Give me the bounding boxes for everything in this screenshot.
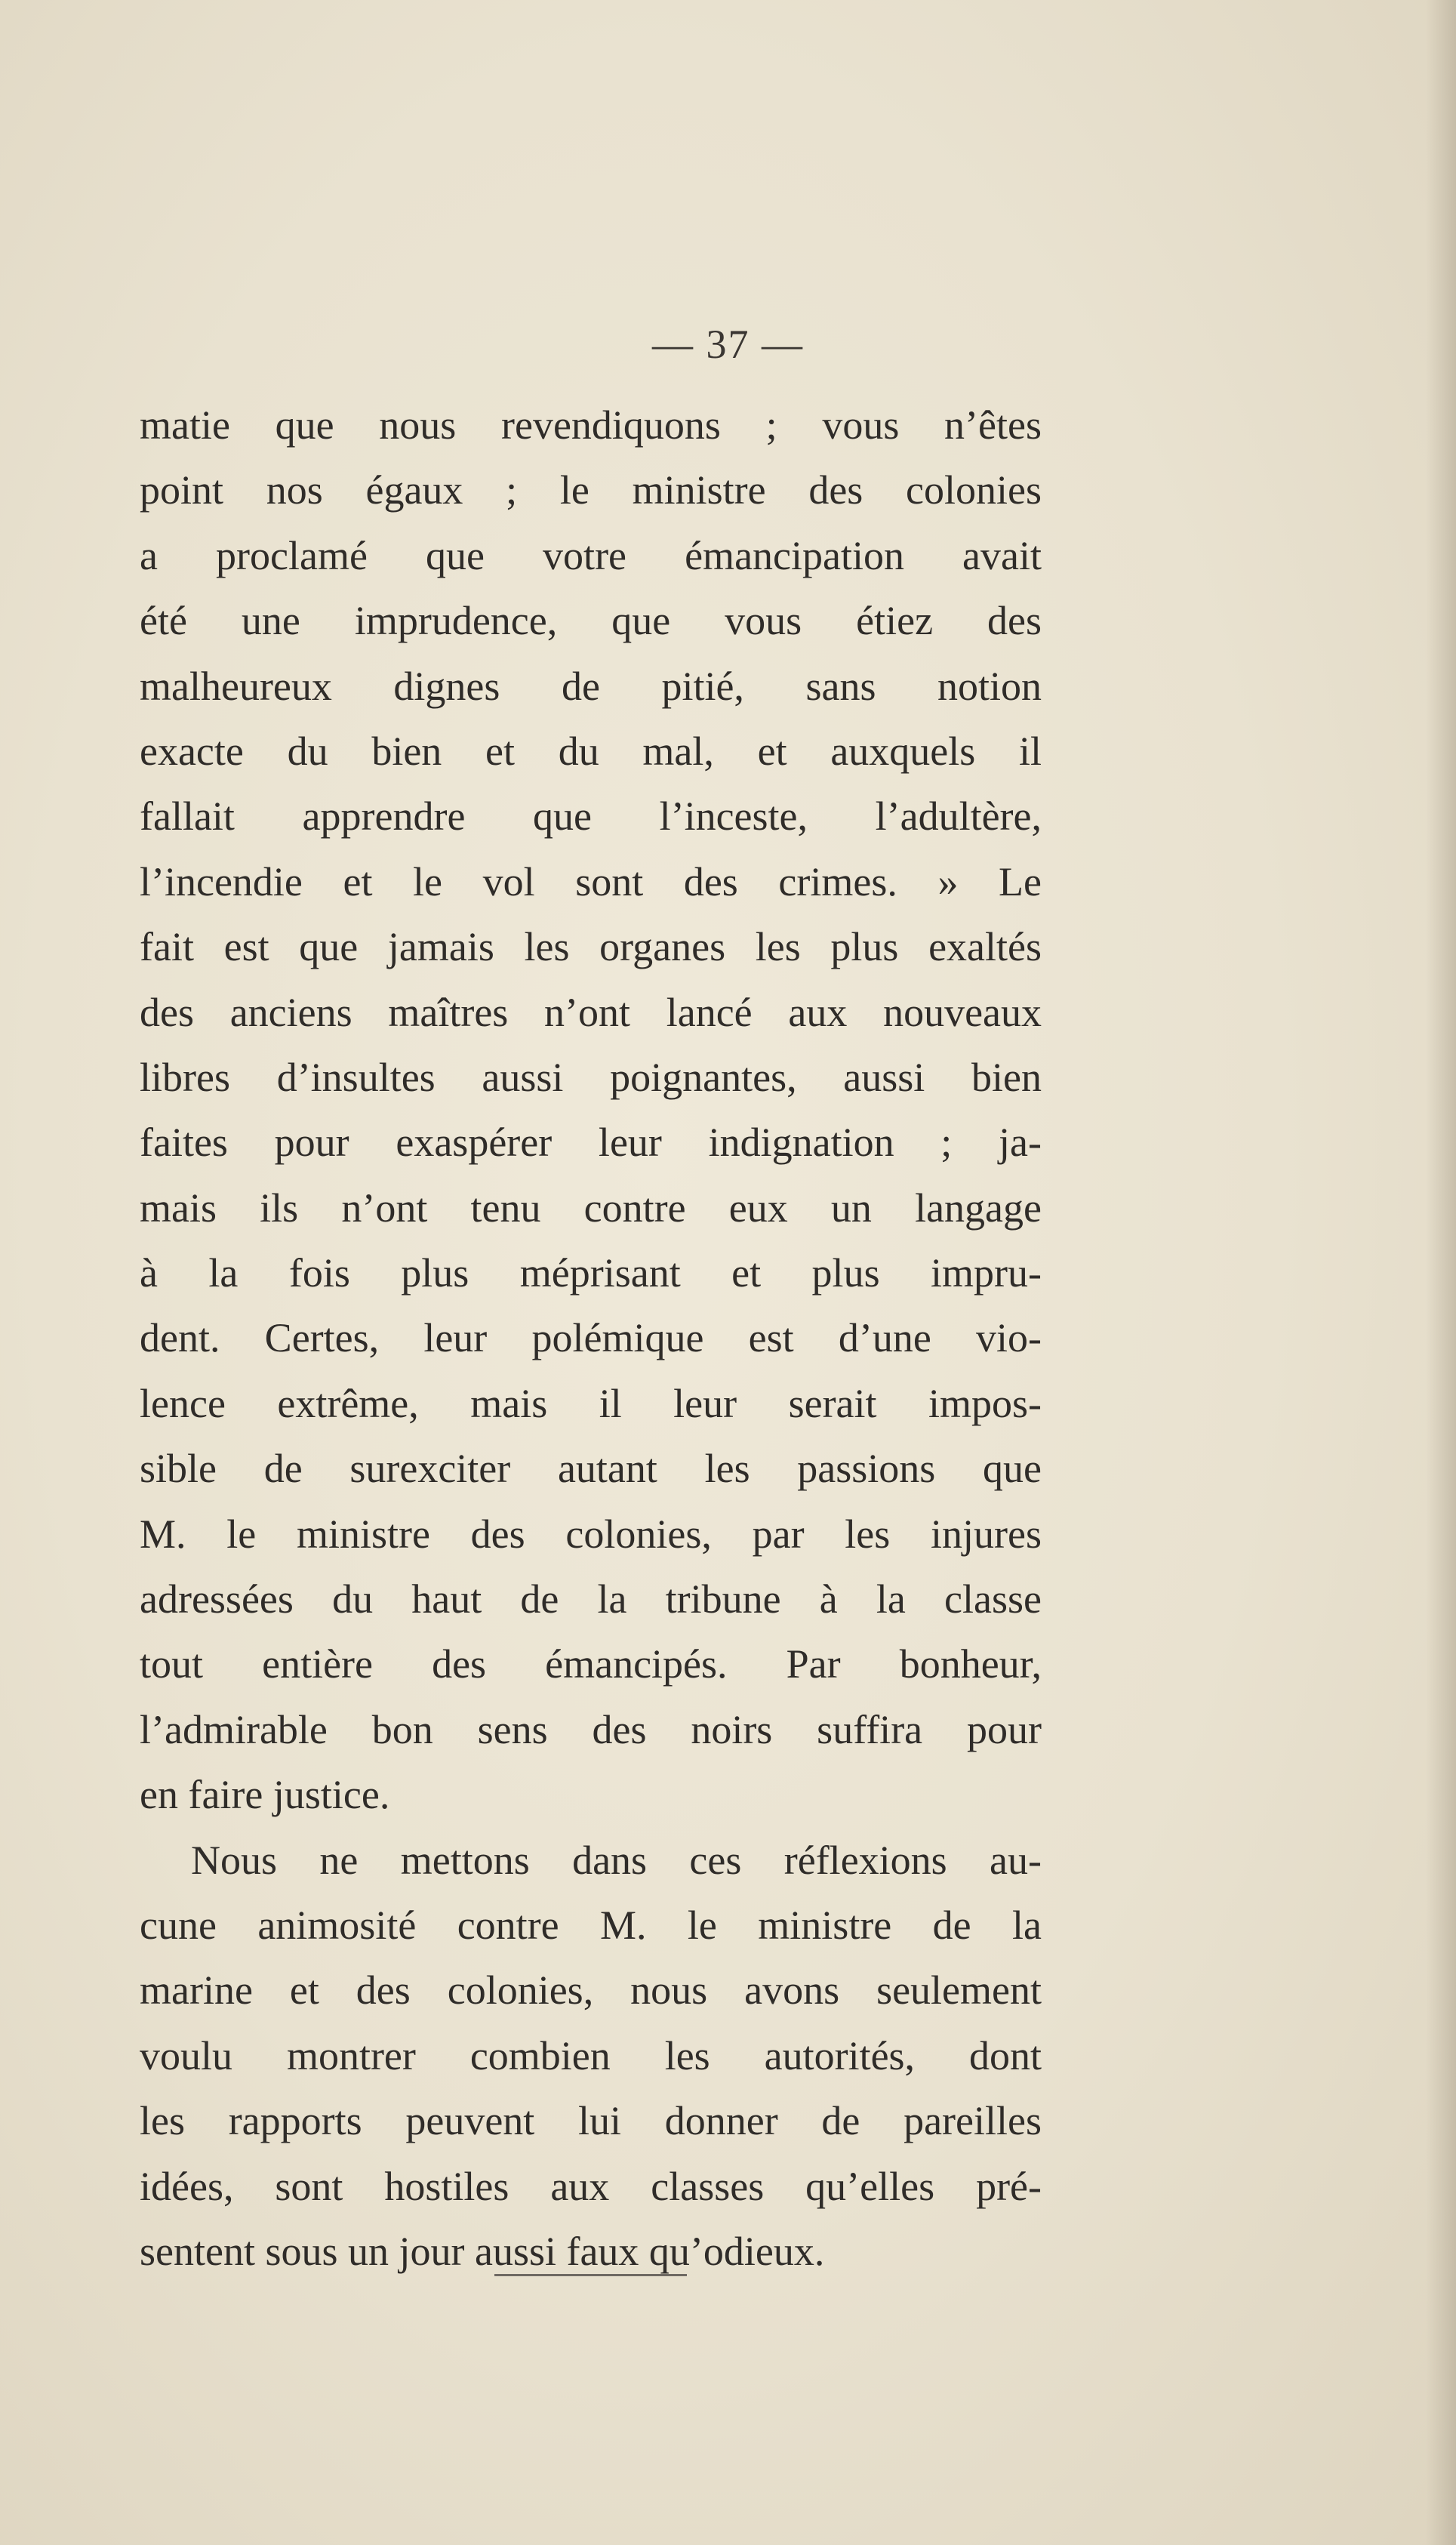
- text-line: idées, sont hostiles aux classes qu’elles pré-: [140, 2163, 1042, 2209]
- text-line: M. le ministre des colonies, par les injures: [140, 1511, 1042, 1557]
- text-line: cune animosité contre M. le ministre de la: [140, 1902, 1042, 1948]
- page-edge-shadow: [1426, 0, 1456, 2545]
- text-line: l’incendie et le vol sont des crimes. » Le: [140, 858, 1042, 904]
- text-line: les rapports peuvent lui donner de pareilles: [140, 2098, 1042, 2144]
- text-line: point nos égaux ; le ministre des colonies: [140, 467, 1042, 513]
- text-line: des anciens maîtres n’ont lancé aux nouveaux: [140, 989, 1042, 1035]
- text-line: voulu montrer combien les autorités, dont: [140, 2032, 1042, 2078]
- text-line: matie que nous revendiquons ; vous n’êtes: [140, 402, 1042, 448]
- text-line: marine et des colonies, nous avons seulement: [140, 1967, 1042, 2014]
- text-line: été une imprudence, que vous étiez des: [140, 598, 1042, 644]
- text-line: sible de surexciter autant les passions que: [140, 1446, 1042, 1492]
- text-line: en faire justice.: [140, 1772, 390, 1818]
- text-line: à la fois plus méprisant et plus impru-: [140, 1250, 1042, 1296]
- text-line: libres d’insultes aussi poignantes, aussi bien: [140, 1054, 1042, 1100]
- end-rule: [494, 2274, 687, 2276]
- text-line: malheureux dignes de pitié, sans notion: [140, 663, 1042, 709]
- page-number: — 37 —: [652, 322, 804, 367]
- text-line: faites pour exaspérer leur indignation ; ja-: [140, 1120, 1042, 1166]
- text-line: Nous ne mettons dans ces réflexions au-: [191, 1837, 1042, 1883]
- text-line: fait est que jamais les organes les plus exaltés: [140, 924, 1042, 970]
- text-line: tout entière des émancipés. Par bonheur,: [140, 1641, 1042, 1687]
- body-text: [140, 393, 1042, 2284]
- text-line: lence extrême, mais il leur serait impos-: [140, 1380, 1042, 1426]
- text-line: fallait apprendre que l’inceste, l’adultère,: [140, 793, 1042, 840]
- text-line: l’admirable bon sens des noirs suffira pour: [140, 1706, 1042, 1752]
- text-line: sentent sous un jour aussi faux qu’odieux.: [140, 2228, 825, 2274]
- text-line: a proclamé que votre émancipation avait: [140, 532, 1042, 578]
- text-line: exacte du bien et du mal, et auxquels il: [140, 728, 1042, 774]
- text-line: adressées du haut de la tribune à la classe: [140, 1576, 1042, 1622]
- text-line: mais ils n’ont tenu contre eux un langage: [140, 1185, 1042, 1231]
- text-line: dent. Certes, leur polémique est d’une vio-: [140, 1315, 1042, 1361]
